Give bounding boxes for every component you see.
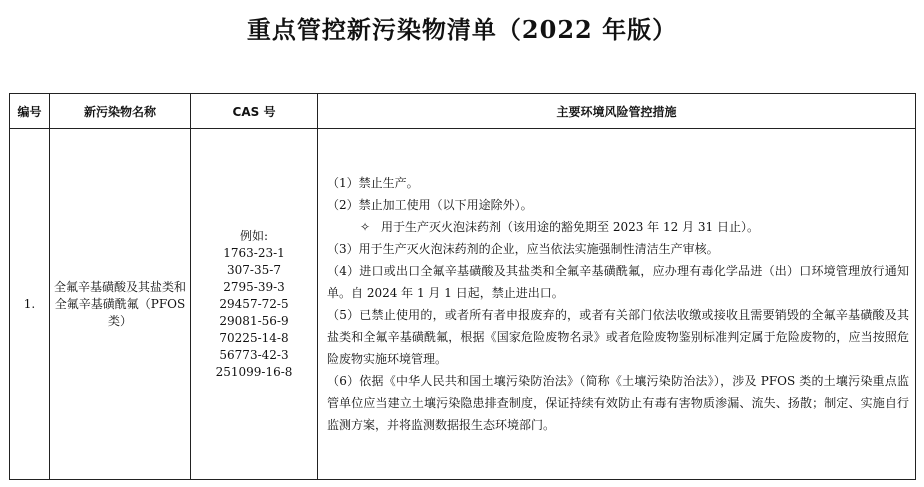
pollutant-list-table bbox=[9, 93, 916, 480]
measure-3: （3）用于生产灭火泡沫药剂的企业，应当依法实施强制性清洁生产审核。 bbox=[327, 242, 719, 256]
cas-cell bbox=[191, 129, 318, 480]
cas-number: 251099-16-8 bbox=[215, 364, 293, 379]
cas-number: 1763-23-1 bbox=[223, 245, 285, 260]
header-pollutant-name: 新污染物名称 bbox=[50, 94, 191, 129]
table-header-row bbox=[10, 94, 916, 129]
cas-number: 70225-14-8 bbox=[219, 330, 289, 345]
measure-5: （5）已禁止使用的，或者所有者申报废弃的，或者有关部门依法收缴或接收且需要销毁的全氟辛基磺酸及其盐类和全氟辛基磺酰氟，根据《国家危险废物名录》或者危险废物鉴别标准判定属于危险废物的，应当按照危险废物实施环境管理。 bbox=[327, 308, 909, 366]
cas-number: 56773-42-3 bbox=[219, 347, 289, 362]
diamond-bullet-icon: ✧ bbox=[359, 220, 371, 234]
cas-number: 29457-72-5 bbox=[219, 296, 289, 311]
table-row bbox=[10, 129, 916, 480]
header-number: 编号 bbox=[10, 94, 50, 129]
control-measures-cell bbox=[318, 129, 916, 480]
measure-4: （4）进口或出口全氟辛基磺酸及其盐类和全氟辛基磺酰氟，应办理有毒化学品进（出）口环境管理放行通知单。自 2024 年 1 月 1 日起，禁止进出口。 bbox=[327, 264, 909, 300]
row-number: 1. bbox=[10, 129, 50, 480]
pollutant-name: 全氟辛基磺酸及其盐类和全氟辛基磺酰氟（PFOS 类） bbox=[50, 129, 191, 480]
header-cas-number: CAS 号 bbox=[191, 94, 318, 129]
measure-6: （6）依据《中华人民共和国土壤污染防治法》（简称《土壤污染防治法》），涉及 PFOS 类的土壤污染重点监管单位应当建立土壤污染隐患排查制度，保证持续有效防止有毒有害物质渗漏、流失、扬散；制定、实施自行监测方案，并将监测数据报生态环境部门。 bbox=[327, 374, 909, 432]
cas-intro: 例如: bbox=[239, 228, 269, 243]
measure-2-exemption-text: 用于生产灭火泡沫药剂（该用途的豁免期至 2023 年 12 月 31 日止）。 bbox=[381, 220, 759, 234]
cas-number: 2795-39-3 bbox=[223, 279, 285, 294]
cas-number: 307-35-7 bbox=[227, 262, 281, 277]
measure-1: （1）禁止生产。 bbox=[327, 176, 419, 190]
header-control-measures: 主要环境风险管控措施 bbox=[318, 94, 916, 129]
measure-2-exemption bbox=[327, 216, 909, 238]
cas-number: 29081-56-9 bbox=[219, 313, 289, 328]
document-title: 重点管控新污染物清单（2022 年版） bbox=[246, 15, 678, 44]
measure-2: （2）禁止加工使用（以下用途除外）。 bbox=[327, 198, 533, 212]
